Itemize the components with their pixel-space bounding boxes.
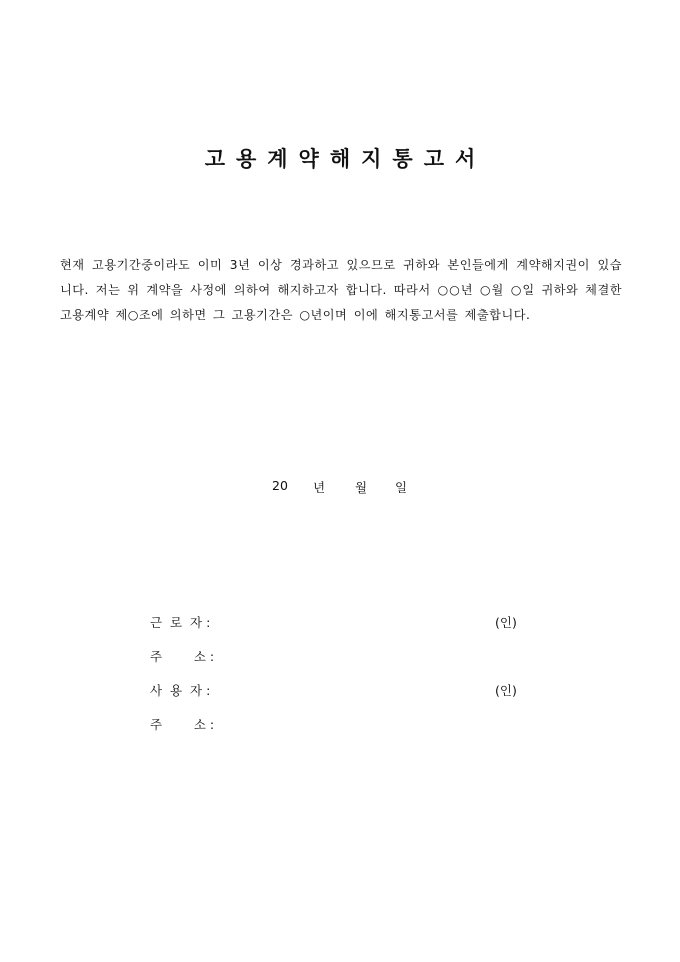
employer-address-row bbox=[150, 715, 530, 735]
employer-address-label: 주 소 : bbox=[150, 717, 215, 732]
body-paragraph: 현재 고용기간중이라도 이미 3년 이상 경과하고 있으므로 귀하와 본인들에게 계약해지권이 있습니다. 저는 위 계약을 사정에 의하여 해지하고자 합니다. 따라서 ○○년 ○월 ○일 귀하와 체결한 고용계약 제○조에 의하면 그 고용기간은 ○년이며 이에 해지통고서를 제출합니다. bbox=[60, 258, 622, 322]
worker-address-label: 주 소 : bbox=[150, 649, 215, 664]
date-year-prefix: 20 bbox=[272, 478, 288, 493]
employer-signature-row bbox=[150, 681, 530, 701]
document-title: 고용계약해지통고서 bbox=[204, 146, 487, 171]
worker-signature-row bbox=[150, 613, 530, 633]
date-year-unit: 년 bbox=[313, 480, 326, 495]
employer-seal: (인) bbox=[495, 683, 517, 698]
worker-label: 근 로 자 : bbox=[150, 615, 211, 630]
employer-label: 사 용 자 : bbox=[150, 683, 211, 698]
worker-seal: (인) bbox=[495, 615, 517, 630]
date-day-unit: 일 bbox=[395, 480, 408, 495]
date-month-unit: 월 bbox=[355, 480, 368, 495]
worker-address-row bbox=[150, 647, 530, 667]
